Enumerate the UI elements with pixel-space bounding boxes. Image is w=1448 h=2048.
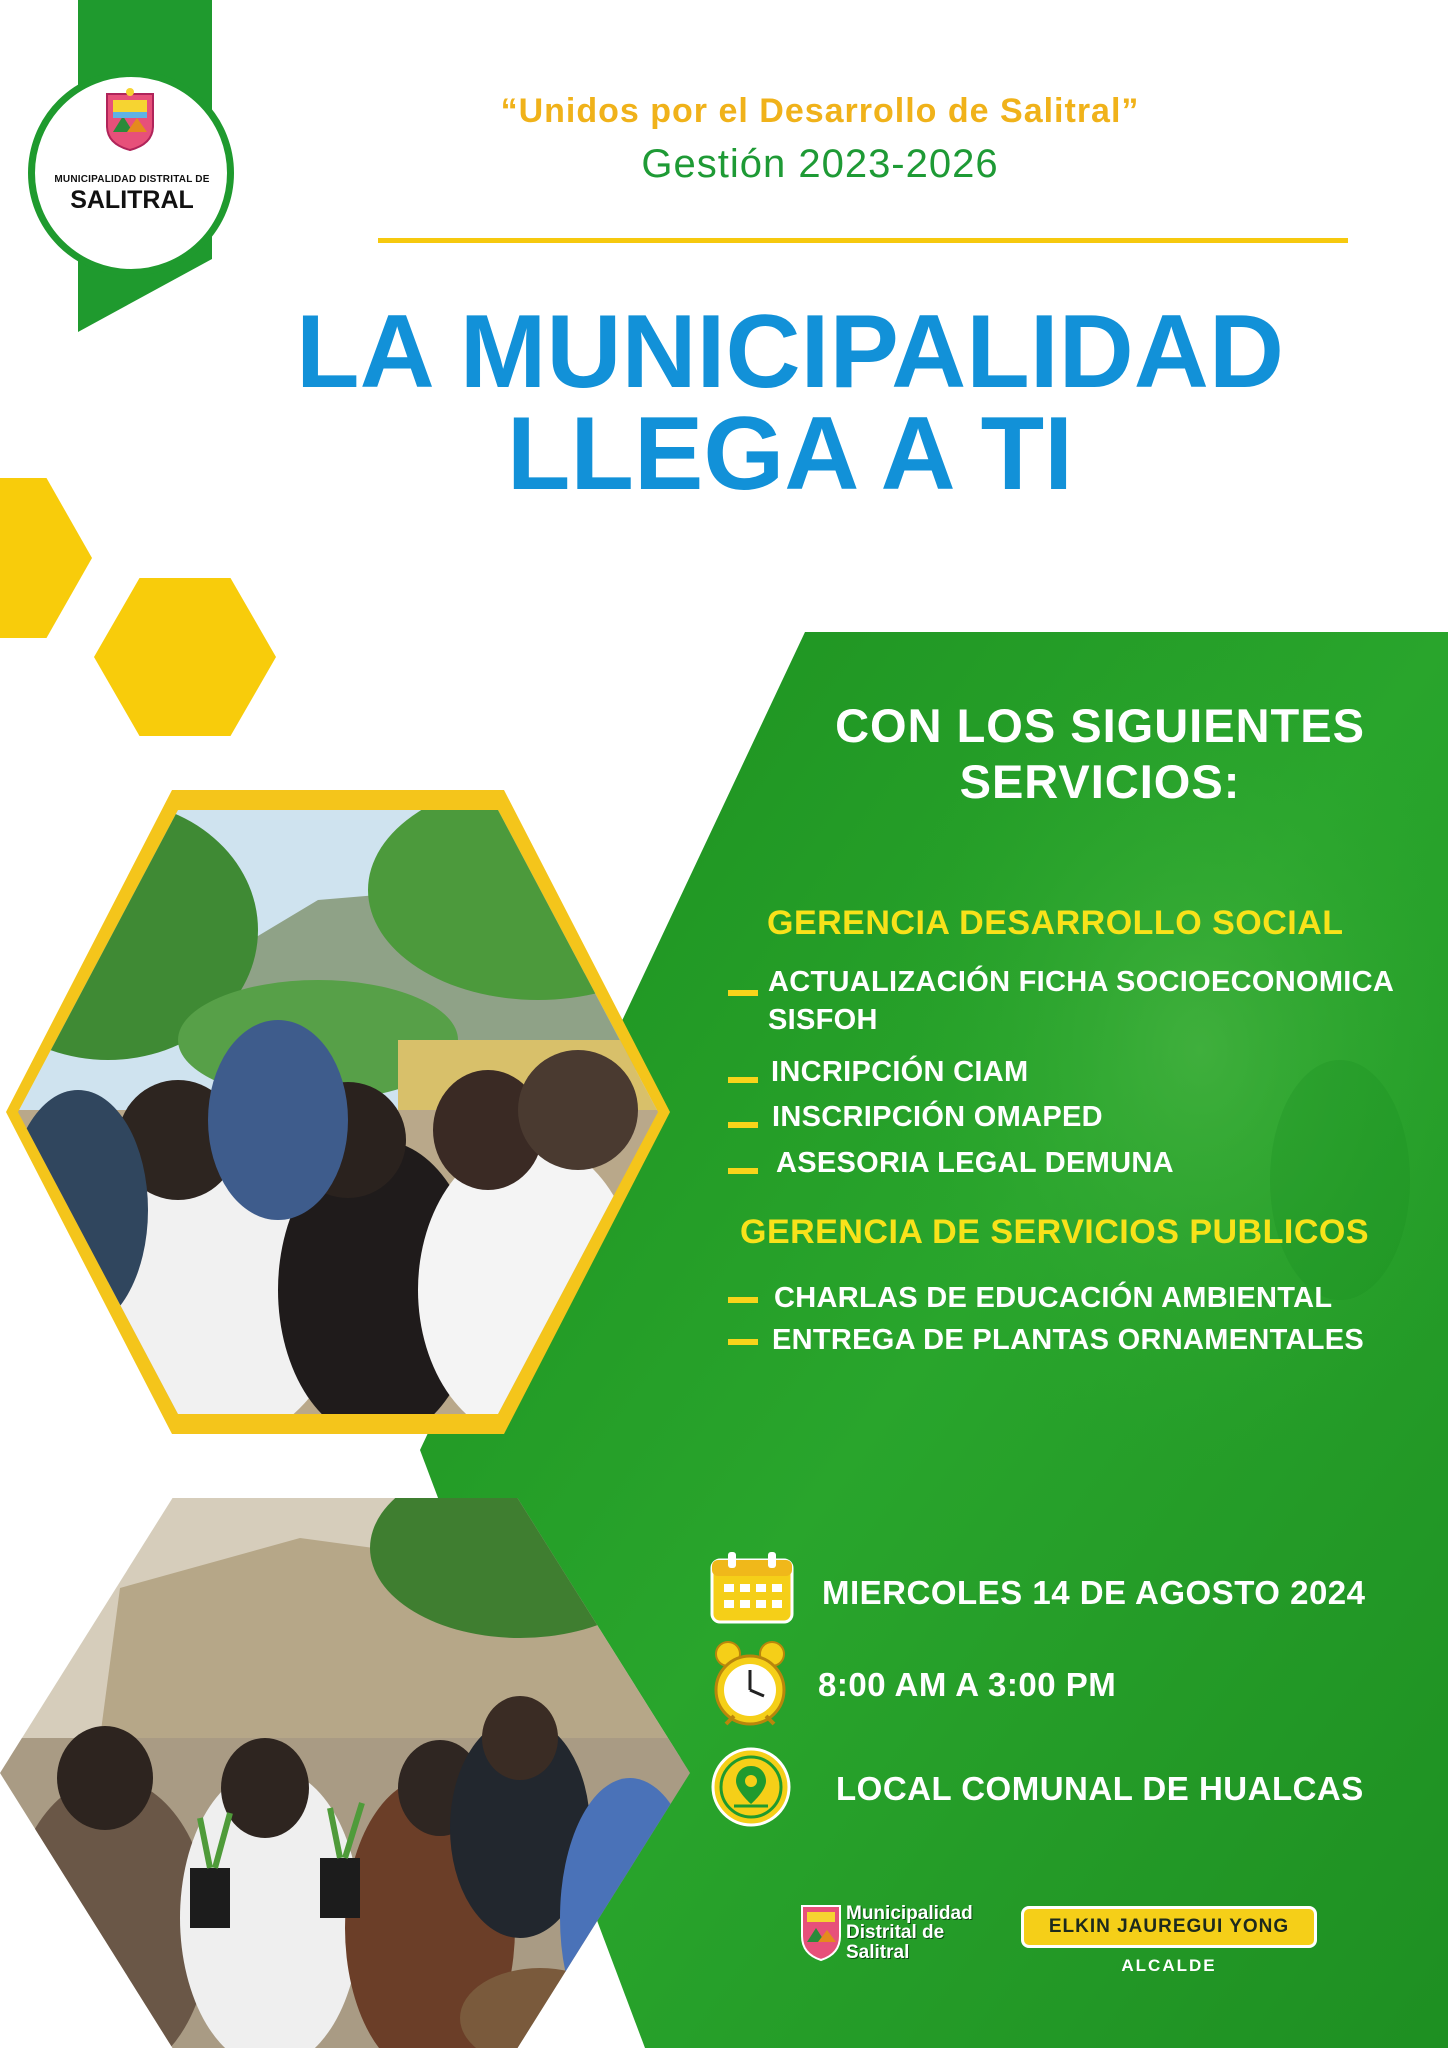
gestion-period: Gestión 2023-2026	[641, 142, 999, 186]
bullet-dash	[728, 990, 758, 996]
footer-coat-of-arms-icon	[800, 1900, 842, 1962]
event-time: 8:00 AM A 3:00 PM	[818, 1666, 1117, 1703]
bullet-dash	[728, 1168, 758, 1174]
service-item-plantas: ENTREGA DE PLANTAS ORNAMENTALES	[772, 1324, 1364, 1356]
bullet-dash	[728, 1122, 758, 1128]
calendar-icon	[710, 1552, 794, 1624]
event-place: LOCAL COMUNAL DE HUALCAS	[836, 1770, 1364, 1807]
service-item-ciam: INCRIPCIÓN CIAM	[771, 1056, 1029, 1088]
mayor-title: ALCALDE	[1121, 1956, 1217, 1975]
mayor-name-badge: ELKIN JAUREGUI YONG	[1021, 1906, 1317, 1948]
group-heading-servicios-publicos: GERENCIA DE SERVICIOS PUBLICOS	[740, 1213, 1369, 1251]
services-heading-line-2: SERVICIOS:	[959, 755, 1241, 808]
services-heading-line-1: CON LOS SIGUIENTES	[835, 699, 1365, 752]
footer-muni-line-3: Salitral	[846, 1941, 910, 1963]
footer-muni-line-2: Distrital de	[846, 1922, 945, 1944]
coat-of-arms-icon	[103, 88, 157, 152]
logo-caption-small: MUNICIPALIDAD DISTRITAL DE	[54, 174, 210, 185]
service-item-sisfoh: SISFOH	[768, 1004, 878, 1036]
group-heading-desarrollo-social: GERENCIA DESARROLLO SOCIAL	[767, 904, 1344, 942]
main-title-line-1: LA MUNICIPALIDAD	[296, 294, 1284, 410]
footer-muni-line-1: Municipalidad	[846, 1903, 973, 1924]
alarm-clock-icon	[710, 1640, 790, 1730]
logo-caption-big: SALITRAL	[70, 186, 194, 214]
service-item-charlas: CHARLAS DE EDUCACIÓN AMBIENTAL	[774, 1282, 1333, 1314]
slogan: “Unidos por el Desarrollo de Salitral”	[500, 92, 1140, 130]
bullet-dash	[728, 1339, 758, 1345]
footer-municipality-name	[846, 1904, 973, 1962]
header-divider	[378, 238, 1348, 243]
location-pin-icon	[710, 1746, 792, 1828]
service-item-omaped: INSCRIPCIÓN OMAPED	[772, 1101, 1103, 1133]
main-title-line-2: LLEGA A TI	[506, 396, 1074, 512]
bullet-dash	[728, 1077, 758, 1083]
bullet-dash	[728, 1297, 758, 1303]
event-date: MIERCOLES 14 DE AGOSTO 2024	[822, 1574, 1366, 1611]
service-item-ficha: ACTUALIZACIÓN FICHA SOCIOECONOMICA	[768, 966, 1395, 998]
service-item-demuna: ASESORIA LEGAL DEMUNA	[776, 1147, 1174, 1179]
